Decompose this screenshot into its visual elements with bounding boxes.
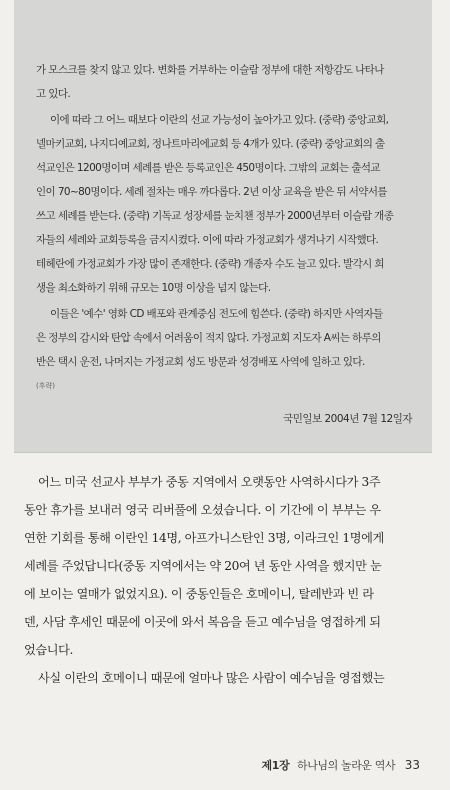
quote-line: 넬마키교회, 나지디예교회, 정나트마리에교회 등 4개가 있다. (중략) 중앙교회의 출 xyxy=(36,138,385,150)
quote-line: 반은 택시 운전, 나머지는 가정교회 성도 방문과 성경배포 사역에 일하고 있다. xyxy=(36,356,365,368)
body-line: 었습니다. xyxy=(24,643,73,657)
quote-omission-note: (후략) xyxy=(36,382,55,390)
body-line: 세례를 주었답니다(중동 지역에서는 약 20여 년 동안 사역을 했지만 눈 xyxy=(24,559,382,573)
quote-line: 이들은 '예수' 영화 CD 배포와 관계중심 전도에 힘쓴다. (중략) 하지만 사역자들 xyxy=(50,308,383,320)
page-number: 33 xyxy=(404,758,420,772)
body-line: 에 보이는 열매가 없었지요). 이 중동인들은 호메이니, 탈레반과 빈 라 xyxy=(24,587,374,601)
quote-line: 고 있다. xyxy=(36,88,71,100)
quoted-article-box xyxy=(14,0,432,453)
quote-source: 국민일보 2004년 7월 12일자 xyxy=(283,413,412,425)
quote-line: 테헤란에 가정교회가 가장 많이 존재한다. (중략) 개종자 수도 늘고 있다. 발각시 희 xyxy=(36,258,384,270)
quote-line: 인이 70~80명이다. 세례 절차는 매우 까다롭다. 2년 이상 교육을 받은 뒤 서약서를 xyxy=(36,186,387,198)
quote-line: 생을 최소화하기 위해 규모는 10명 이상을 넘지 않는다. xyxy=(36,282,271,294)
quote-line: 은 정부의 감시와 탄압 속에서 어려움이 적지 않다. 가정교회 지도자 A씨는 하루의 xyxy=(36,332,381,344)
body-line: 덴, 사담 후세인 때문에 이곳에 와서 복음을 듣고 예수님을 영접하게 되 xyxy=(24,615,381,629)
quote-line: 이에 따라 그 어느 때보다 이란의 선교 가능성이 높아가고 있다. (중략) 중앙교회, xyxy=(50,114,389,126)
quote-line: 가 모스크를 찾지 않고 있다. 변화를 거부하는 이슬람 정부에 대한 저항감도 나타나 xyxy=(36,64,384,76)
body-line: 사실 이란의 호메이니 때문에 얼마나 많은 사람이 예수님을 영접했는 xyxy=(38,671,385,685)
body-line: 연한 기회를 통해 이란인 14명, 아프가니스탄인 3명, 이라크인 1명에게 xyxy=(24,531,384,545)
quote-line: 쓰고 세례를 받는다. (중략) 기독교 성장세를 눈치챈 정부가 2000년부터 이슬람 개종 xyxy=(36,210,394,222)
quote-line: 석교인은 1200명이며 세례를 받은 등록교인은 450명이다. 그밖의 교회는 출석교 xyxy=(36,162,380,174)
body-line: 동안 휴가를 보내러 영국 리버풀에 오셨습니다. 이 기간에 이 부부는 우 xyxy=(24,503,381,517)
chapter-title: 하나님의 놀라운 역사 xyxy=(296,759,396,772)
page-footer xyxy=(261,757,420,773)
quote-line: 자들의 세례와 교회등록을 금지시켰다. 이에 따라 가정교회가 생겨나기 시작했다. xyxy=(36,234,379,246)
chapter-label: 제1장 xyxy=(261,759,290,772)
body-line: 어느 미국 선교사 부부가 중동 지역에서 오랫동안 사역하시다가 3주 xyxy=(38,475,381,489)
